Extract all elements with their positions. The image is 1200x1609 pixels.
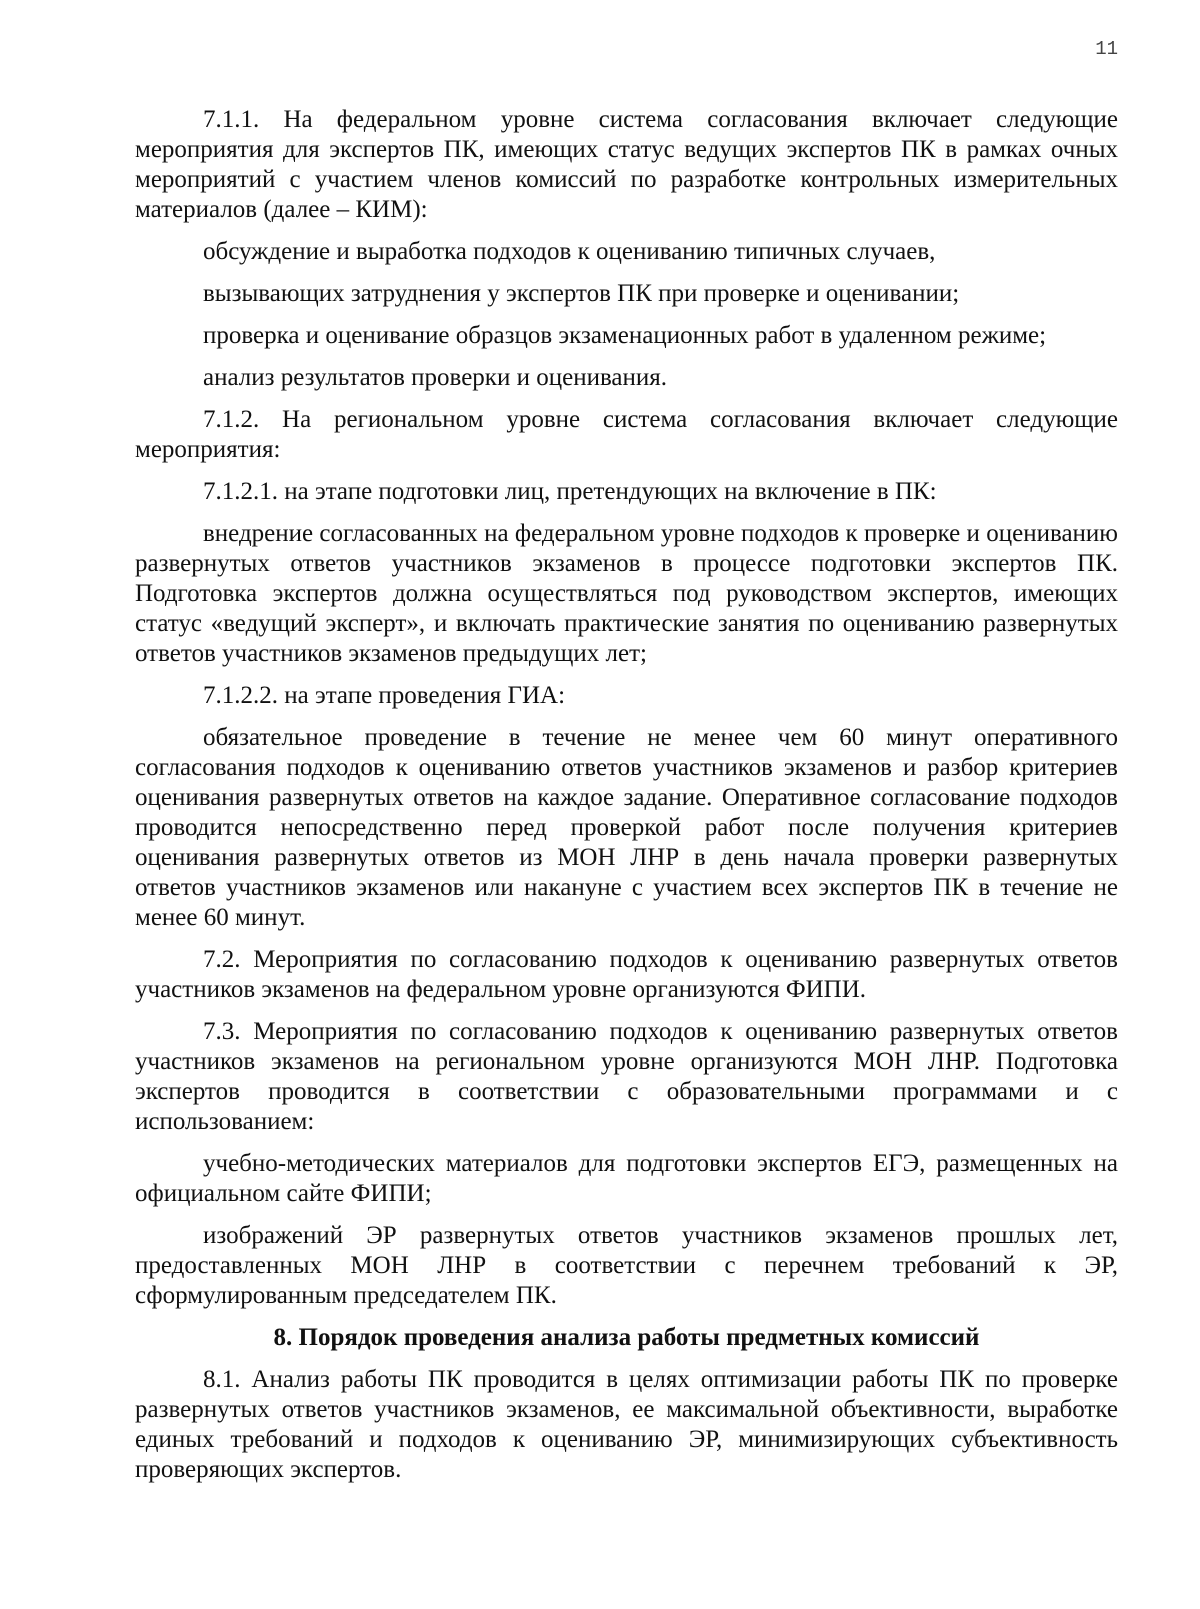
document-body (135, 105, 1118, 1497)
paragraph-7-1-2-1: 7.1.2.1. на этапе подготовки лиц, претендующих на включение в ПК: (203, 478, 937, 505)
paragraph-7-3: 7.3. Мероприятия по согласованию подходов к оцениванию развернутых ответов участников экзаменов на региональном уровне организуются МОН ЛНР. Подготовка экспертов проводится в соответствии с образовательными программами и с использованием: (135, 1018, 1118, 1135)
section-heading: 8. Порядок проведения анализа работы предметных комиссий (273, 1324, 980, 1351)
paragraph-methodical-materials: учебно-методических материалов для подготовки экспертов ЕГЭ, размещенных на официальном сайте ФИПИ; (135, 1150, 1118, 1207)
paragraph-7-1-1: 7.1.1. На федеральном уровне система согласования включает следующие мероприятия для экспертов ПК, имеющих статус ведущих экспертов ПК в рамках очных мероприятий с участием членов комиссий по разработке контрольных измерительных материалов (далее – КИМ): (135, 106, 1118, 223)
paragraph-7-2: 7.2. Мероприятия по согласованию подходов к оцениванию развернутых ответов участников экзаменов на федеральном уровне организуются ФИПИ. (135, 946, 1118, 1003)
list-item-discussion: обсуждение и выработка подходов к оцениванию типичных случаев, (203, 238, 936, 265)
page-number: 11 (1095, 38, 1118, 60)
paragraph-er-images: изображений ЭР развернутых ответов участников экзаменов прошлых лет, предоставленных МОН ЛНР в соответствии с перечнем требований к ЭР, сформулированным председателем ПК. (135, 1222, 1118, 1309)
paragraph-7-1-2: 7.1.2. На региональном уровне система согласования включает следующие мероприятия: (135, 406, 1118, 463)
paragraph-8-1: 8.1. Анализ работы ПК проводится в целях оптимизации работы ПК по проверке развернутых ответов участников экзаменов, ее максимальной объективности, выработке единых требований и подходов к оцениванию ЭР, минимизирующих субъективность проверяющих экспертов. (135, 1366, 1118, 1483)
paragraph-implementation: внедрение согласованных на федеральном уровне подходов к проверке и оцениванию развернутых ответов участников экзаменов в процессе подготовки экспертов ПК. Подготовка экспертов должна осуществляться под руководством экспертов, имеющих статус «ведущий эксперт», и включать практические занятия по оцениванию развернутых ответов участников экзаменов предыдущих лет; (135, 520, 1118, 667)
paragraph-mandatory-coordination: обязательное проведение в течение не менее чем 60 минут оперативного согласования подходов к оцениванию ответов участников экзаменов и разбор критериев оценивания развернутых ответов на каждое задание. Оперативное согласование подходов проводится непосредственно перед проверкой работ после получения критериев оценивания развернутых ответов из МОН ЛНР в день начала проверки развернутых ответов участников экзаменов или накануне с участием всех экспертов ПК в течение не менее 60 минут. (135, 724, 1118, 931)
paragraph-7-1-2-2: 7.1.2.2. на этапе проведения ГИА: (203, 682, 566, 709)
list-item-remote-check: проверка и оценивание образцов экзаменационных работ в удаленном режиме; (203, 322, 1047, 349)
list-item-analysis: анализ результатов проверки и оценивания. (203, 364, 668, 391)
list-item-difficulties: вызывающих затруднения у экспертов ПК при проверке и оценивании; (203, 280, 960, 307)
